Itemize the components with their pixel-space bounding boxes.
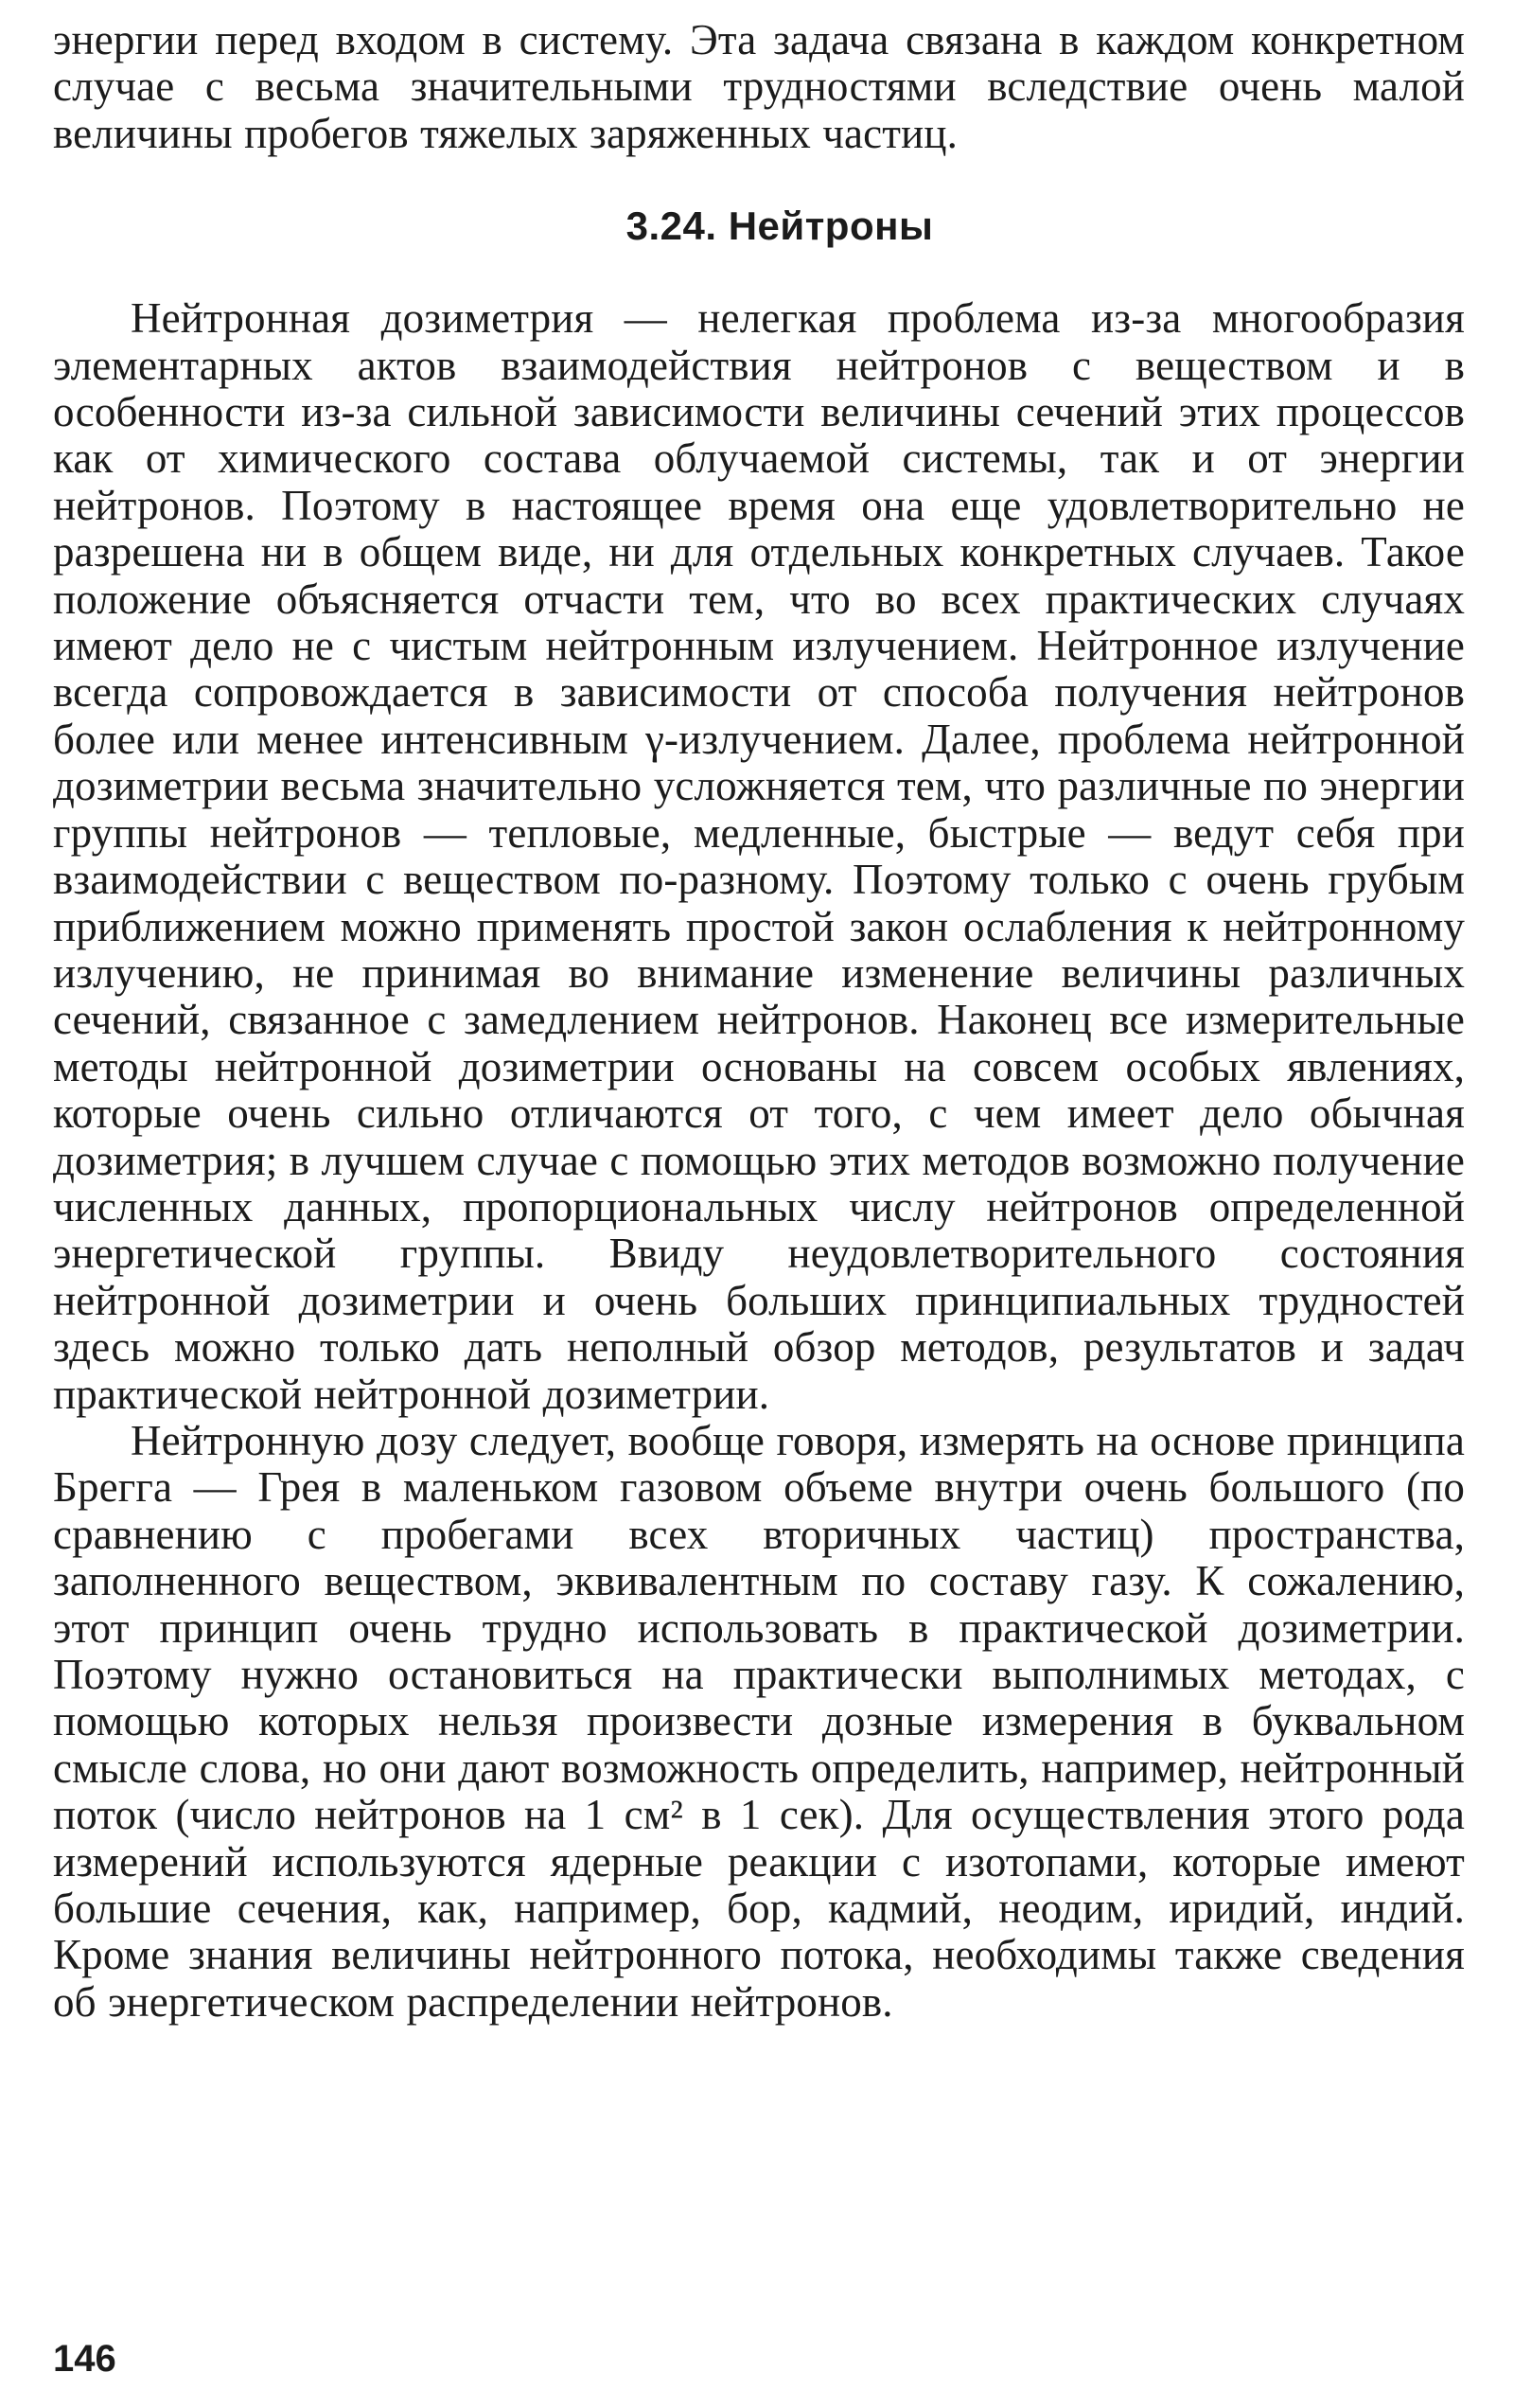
body-paragraph-1: Нейтронная дозиметрия — нелегкая проблема из-за многообразия элементарных актов взаимодействия нейтронов с веществом и в особенности из-за сильной зависимости величины сечений этих процессов как от химического состава облучаемой системы, так и от энергии нейтронов. Поэтому в настоящее время она еще удовлетворительно не разрешена ни в общем виде, ни для отдельных конкретных случаев. Такое положение объясняется отчасти тем, что во всех практических случаях имеют дело не с чистым нейтронным излучением. Нейтронное излучение всегда сопровождается в зависимости от способа получения нейтронов более или менее интенсивным γ-излучением. Далее, проблема нейтронной дозиметрии весьма значительно усложняется тем, что различные по энергии группы нейтронов — тепловые, медленные, быстрые — ведут себя при взаимодействии с веществом по-разному. Поэтому только с очень грубым приближением можно применять простой закон ослабления к нейтронному излучению, не принимая во внимание изменение величины различных сечений, связанное с замедлением нейтронов. Наконец все измерительные методы нейтронной дозиметрии основаны на совсем особых явлениях, которые очень сильно отличаются от того, с чем имеет дело обычная дозиметрия; в лучшем случае с помощью этих методов возможно получение численных данных, пропорциональных числу нейтронов определенной энергетической группы. Ввиду неудовлетворительного состояния нейтронной дозиметрии и очень больших принципиальных трудностей здесь можно только дать неполный обзор методов, результатов и задач практической нейтронной дозиметрии. (53, 294, 1465, 1418)
body-paragraph-2: Нейтронную дозу следует, вообще говоря, измерять на основе принципа Брегга — Грея в маленьком газовом объеме внутри очень большого (по сравнению с пробегами всех вторичных частиц) пространства, заполненного веществом, эквивалентным по составу газу. К сожалению, этот принцип очень трудно использовать в практической дозиметрии. Поэтому нужно остановиться на практически выполнимых методах, с помощью которых нельзя произвести дозные измерения в буквальном смысле слова, но они дают возможность определить, например, нейтронный поток (число нейтронов на 1 см² в 1 сек). Для осуществления этого рода измерений используются ядерные реакции с изотопами, которые имеют большие сечения, как, например, бор, кадмий, неодим, иридий, индий. Кроме знания величины нейтронного потока, необходимы также сведения об энергетическом распределении нейтронов. (53, 1416, 1465, 2026)
document-page (53, 17, 1465, 2026)
page-number: 146 (53, 2338, 116, 2380)
continuation-paragraph: энергии перед входом в систему. Эта задача связана в каждом конкретном случае с весьма значительными трудностями вследствие очень малой величины пробегов тяжелых заряженных частиц. (53, 16, 1465, 157)
section-title: 3.24. Нейтроны (625, 204, 934, 249)
